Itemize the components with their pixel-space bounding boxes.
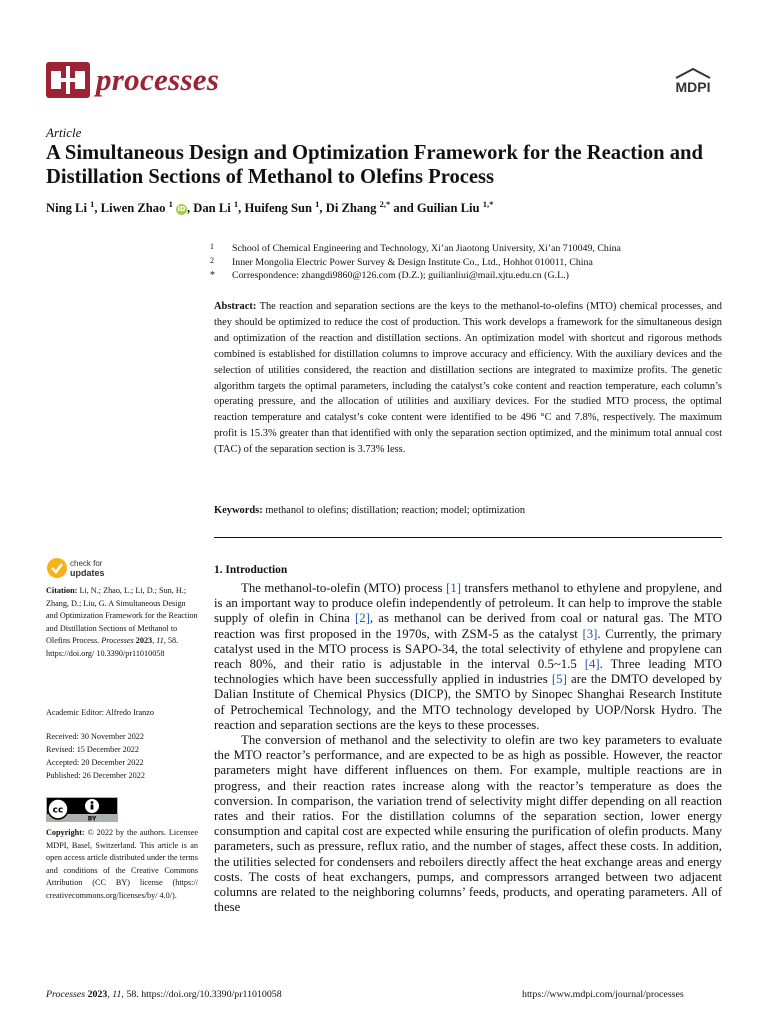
accepted-date: Accepted: 20 December 2022 bbox=[46, 758, 144, 767]
section-divider bbox=[214, 537, 722, 538]
author-name: Guilian Liu bbox=[416, 201, 480, 215]
received-date: Received: 30 November 2022 bbox=[46, 732, 144, 741]
citation-link[interactable]: [5] bbox=[551, 672, 567, 687]
abstract bbox=[214, 299, 722, 458]
citation-link[interactable]: [3] bbox=[582, 626, 598, 641]
author-name: Dan Li bbox=[193, 201, 231, 215]
journal-name: processes bbox=[96, 62, 220, 97]
keywords-text: methanol to olefins; distillation; reaction; model; optimization bbox=[265, 505, 526, 516]
citation-link[interactable]: [4] bbox=[584, 657, 600, 672]
correspondence-text[interactable]: Correspondence: zhangdi9860@126.com (D.Z.); guilianliui@mail.xjtu.edu.cn (G.L.) bbox=[232, 270, 569, 281]
revised-date: Revised: 15 December 2022 bbox=[46, 745, 139, 754]
paper-title: A Simultaneous Design and Optimization Framework for the Reaction and Distillation Sections of Methanol to Olefins Process bbox=[46, 142, 703, 188]
abstract-label: Abstract: bbox=[214, 301, 257, 312]
author-affil-mark: 1,* bbox=[482, 198, 494, 209]
affiliation-text: Inner Mongolia Electric Power Survey & Design Institute Co., Ltd., Hohhot 010011, China bbox=[232, 257, 593, 268]
author-name: Di Zhang bbox=[325, 201, 377, 215]
processes-logo-icon bbox=[46, 62, 90, 98]
introduction-body bbox=[214, 581, 722, 915]
updates-text: updates bbox=[70, 568, 105, 578]
citation-doi[interactable]: 58. https://doi.org/ 10.3390/pr11010058 bbox=[46, 636, 179, 658]
article-type: Article bbox=[46, 125, 82, 140]
author-name: Liwen Zhao bbox=[100, 201, 166, 215]
abstract-text: The reaction and separation sections are the keys to the methanol-to-olefins (MTO) chemical processes, and they should be optimized to reduce the cost of production. This work develops a framework for the simultaneous design and optimization of the reaction and distillation sections. An optimization model with shortcut and rigorous methods combined is established for distillation columns to improve accuracy and efficiency. With the auxiliary devices and the selection of utilities considered, the reaction and distillation sections are integrated to maximize profits. The genetic algorithm targets the optimal parameters, including the catalyst’s coke content and reaction temperature, each column’s operating pressure, and the allocation of utilities and auxiliary devices. For the studied MTO process, the optimal reaction temperature and catalyst’s coke content were identified to be 496 °C and 7.8%, respectively. The maximum profit is 15.3% greater than that identified with only the separation section optimized, and the minimum total annual cost (TAC) of the separation section is 3.73% less. bbox=[214, 301, 722, 456]
keywords bbox=[214, 504, 722, 518]
check-for-updates-badge[interactable] bbox=[46, 557, 126, 579]
author-affil-mark: 1 bbox=[168, 198, 173, 209]
svg-text:cc: cc bbox=[52, 805, 64, 816]
affiliation-mark: 2 bbox=[210, 256, 214, 265]
citation-block: Citation: Li, N.; Zhao, L.; Li, D.; Sun, H.; Zhang, D.; Liu, G. A Simultaneous Design and Optimization Framework for the Reaction and Distillation Sections of Methanol to Olefins Process. Processes 2023, 11, 58. https://doi.org/ 10.3390/pr11010058 bbox=[46, 586, 198, 658]
citation-link[interactable]: [1] bbox=[446, 581, 461, 595]
author-affil-mark: 2,* bbox=[379, 198, 391, 209]
intro-paragraph-2: The conversion of methanol and the selectivity to olefin are two key parameters to evaluate the MTO reactor’s performance, and are expected to be as high as possible. However, the reactor parameters might have different influences on them. For example, multiple reactions are in progress, and their reaction rates increase along with the reactor’s temperature as does the conversion. In comparison, the variation trend of selectivity might differ depending on all reaction rates and their ratios. For the distillation columns of the separation section, lower energy consumption and capital cost are expected while ensuring the purification of olefin products. Many parameters, such as pressure, reflux ratio, and the number of stages, affect these costs. In addition, the utilities selected for condensers and reboilers directly affect the heat exchange areas and energy costs. The costs of heat exchangers, pumps, and compressors arranged between two adjacent columns are related to the neighboring columns’ feeds, products, and operating parameters. All of these bbox=[214, 733, 722, 915]
footer-journal-url[interactable]: https://www.mdpi.com/journal/processes bbox=[522, 989, 684, 1000]
author-name: Huifeng Sun bbox=[244, 201, 312, 215]
citation-link[interactable]: [2] bbox=[354, 611, 370, 626]
cc-by-text: BY bbox=[87, 815, 97, 822]
section-heading-introduction: 1. Introduction bbox=[214, 564, 288, 576]
author-name: Ning Li bbox=[46, 201, 87, 215]
author-affil-mark: 1 bbox=[90, 198, 95, 209]
affiliation-mark: * bbox=[210, 270, 215, 281]
orcid-icon[interactable]: iD bbox=[177, 205, 186, 213]
copyright-block: Copyright: © 2022 by the authors. Licensee MDPI, Basel, Switzerland. This article is an open access article distributed under the terms and conditions of the Creative Commons Attribution (CC BY) license (https:// creativecommons.org/licenses/by/ 4.0/). bbox=[46, 828, 199, 900]
footer-citation: Processes 2023, 11, 58. https://doi.org/10.3390/pr11010058 bbox=[46, 989, 282, 1000]
check-for-text: check for bbox=[70, 559, 103, 568]
mdpi-logo-text: MDPI bbox=[675, 79, 711, 95]
author-affil-mark: 1 bbox=[315, 198, 320, 209]
footer-doi-link[interactable]: 58. https://doi.org/10.3390/pr11010058 bbox=[126, 989, 282, 1000]
author-affil-mark: 1 bbox=[233, 198, 239, 209]
mdpi-logo bbox=[666, 66, 720, 100]
author-list: Ning Li $^1$, Liwen Zhao $^1$ iD, Dan Li $^1$, Huifeng Sun $^1$, Di Zhang $^{2,*}$ and Guilian Liu $^{1,*}$ bbox=[46, 198, 494, 215]
cc-by-license-icon[interactable] bbox=[46, 797, 118, 822]
keywords-label: Keywords: bbox=[214, 505, 263, 516]
academic-editor: Academic Editor: Alfredo Iranzo bbox=[46, 708, 154, 717]
published-date: Published: 26 December 2022 bbox=[46, 771, 145, 780]
intro-paragraph-1: The methanol-to-olefin (MTO) process [1] transfers methanol to ethylene and propylene, and is an important way to produce olefin independently of petroleum. It can help to improve the stable supply of olefin in China [2], as methanol can be derived from coal or natural gas. The MTO reaction was first proposed in the 1970s, with ZSM-5 as the catalyst [3]. Currently, the primary catalyst used in the MTO process is SAPO-34, the total selectivity of ethylene and propylene can reach 80%, and their ratio is adjustable in the interval 0.5~1.5 [4]. Three leading MTO technologies which have been successfully applied in industries [5] are the DMTO developed by Dalian Institute of Chemical Physics (DICP), the SMTO by Sinopec Shanghai Research Institute of Petrochemical Technology, and the MTO technology developed by UOP/Norsk Hydro. The reaction and separation sections are the keys to these processes. bbox=[214, 581, 722, 732]
affiliation-text: School of Chemical Engineering and Technology, Xi’an Jiaotong University, Xi’an 710049, China bbox=[232, 243, 621, 254]
affiliation-mark: 1 bbox=[210, 242, 214, 251]
